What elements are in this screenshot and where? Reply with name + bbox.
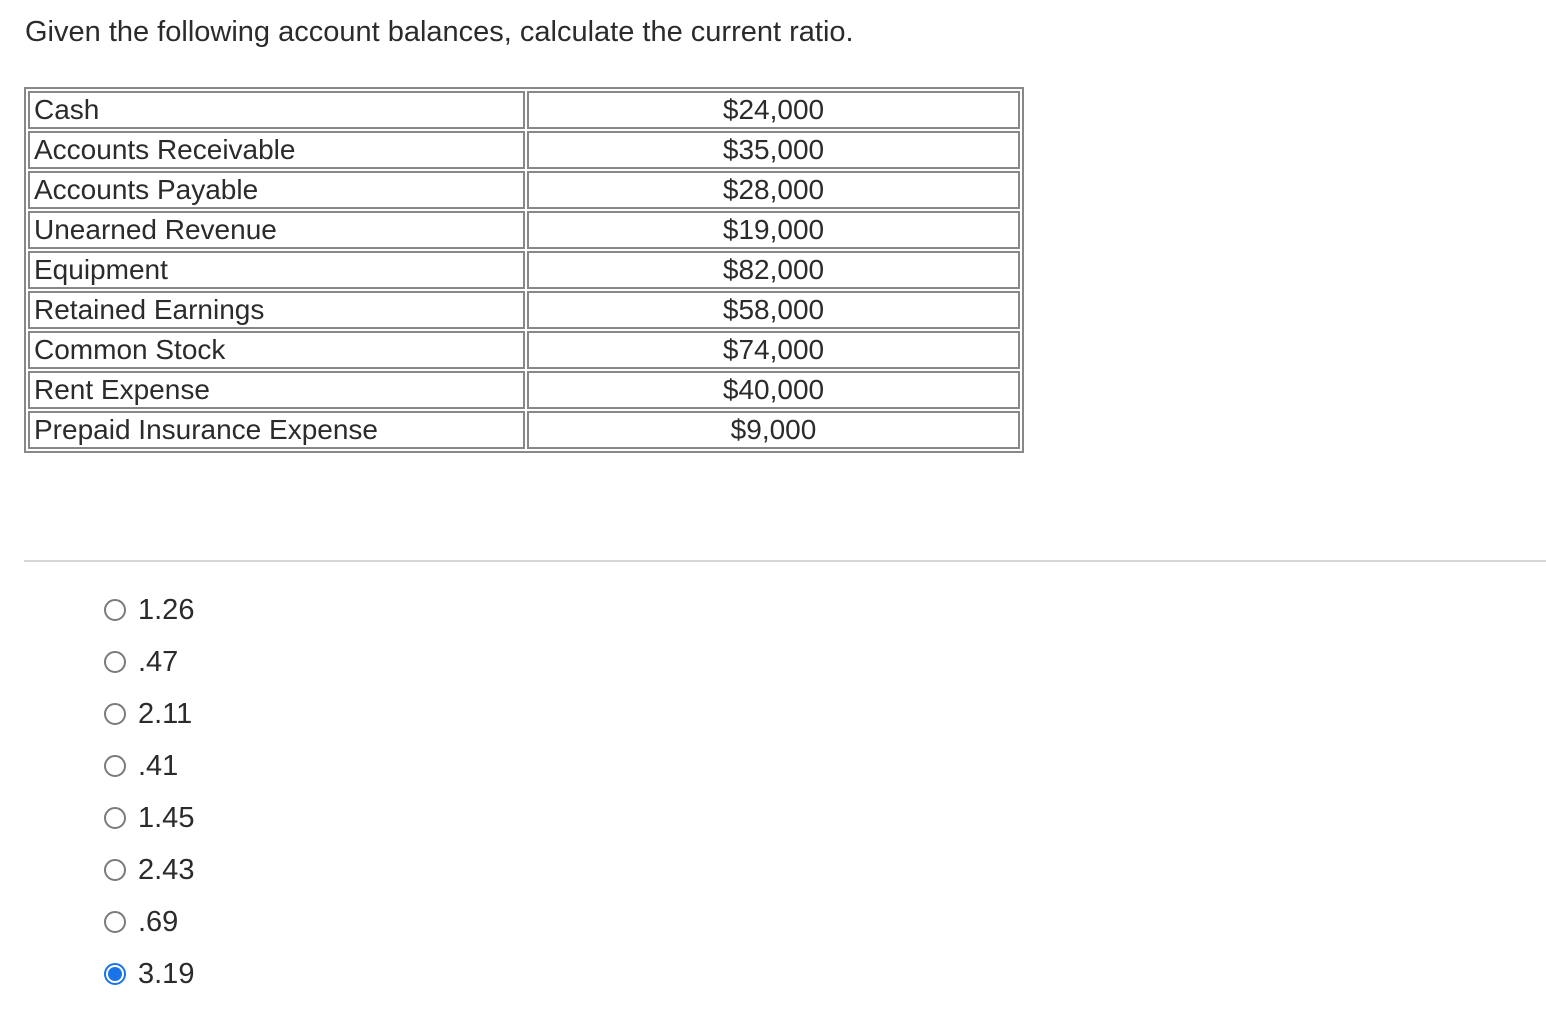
table-row [28, 251, 1020, 289]
account-amount: $24,000 [527, 91, 1020, 129]
answer-label[interactable]: 3.19 [138, 958, 195, 990]
account-amount: $40,000 [527, 371, 1020, 409]
account-amount: $58,000 [527, 291, 1020, 329]
account-amount: $35,000 [527, 131, 1020, 169]
account-amount: $82,000 [527, 251, 1020, 289]
answer-option[interactable] [104, 844, 194, 896]
account-amount: $9,000 [527, 411, 1020, 449]
table-row [28, 131, 1020, 169]
account-name: Prepaid Insurance Expense [28, 411, 525, 449]
answer-option[interactable] [104, 948, 194, 1000]
account-balances-table [24, 87, 1024, 453]
answer-label[interactable]: 2.43 [138, 854, 195, 886]
radio-button-icon[interactable] [104, 651, 126, 673]
table-row [28, 211, 1020, 249]
radio-button-icon[interactable] [104, 911, 126, 933]
answer-option[interactable] [104, 584, 194, 636]
answer-label[interactable]: 1.45 [138, 802, 195, 834]
account-amount: $74,000 [527, 331, 1020, 369]
table-row [28, 331, 1020, 369]
table-row [28, 91, 1020, 129]
answer-option[interactable] [104, 740, 194, 792]
answer-label[interactable]: 1.26 [138, 594, 195, 626]
account-amount: $28,000 [527, 171, 1020, 209]
radio-button-icon[interactable] [104, 755, 126, 777]
section-divider [24, 560, 1546, 562]
radio-button-icon[interactable] [104, 599, 126, 621]
answer-choices [104, 584, 194, 1000]
answer-option[interactable] [104, 688, 194, 740]
table-row [28, 371, 1020, 409]
table-row [28, 411, 1020, 449]
radio-button-icon[interactable] [104, 703, 126, 725]
account-name: Accounts Receivable [28, 131, 525, 169]
account-name: Cash [28, 91, 525, 129]
account-name: Accounts Payable [28, 171, 525, 209]
answer-option[interactable] [104, 636, 194, 688]
answer-label[interactable]: .69 [138, 906, 179, 938]
answer-option[interactable] [104, 792, 194, 844]
answer-label[interactable]: 2.11 [138, 698, 193, 730]
answer-label[interactable]: .47 [138, 646, 179, 678]
account-name: Unearned Revenue [28, 211, 525, 249]
radio-button-icon[interactable] [104, 807, 126, 829]
account-name: Equipment [28, 251, 525, 289]
table-row [28, 171, 1020, 209]
table-row [28, 291, 1020, 329]
account-amount: $19,000 [527, 211, 1020, 249]
answer-option[interactable] [104, 896, 194, 948]
radio-button-icon[interactable] [104, 859, 126, 881]
account-name: Retained Earnings [28, 291, 525, 329]
account-name: Rent Expense [28, 371, 525, 409]
answer-label[interactable]: .41 [138, 750, 179, 782]
question-text: Given the following account balances, calculate the current ratio. [25, 16, 854, 48]
radio-button-icon[interactable] [104, 963, 126, 985]
account-name: Common Stock [28, 331, 525, 369]
